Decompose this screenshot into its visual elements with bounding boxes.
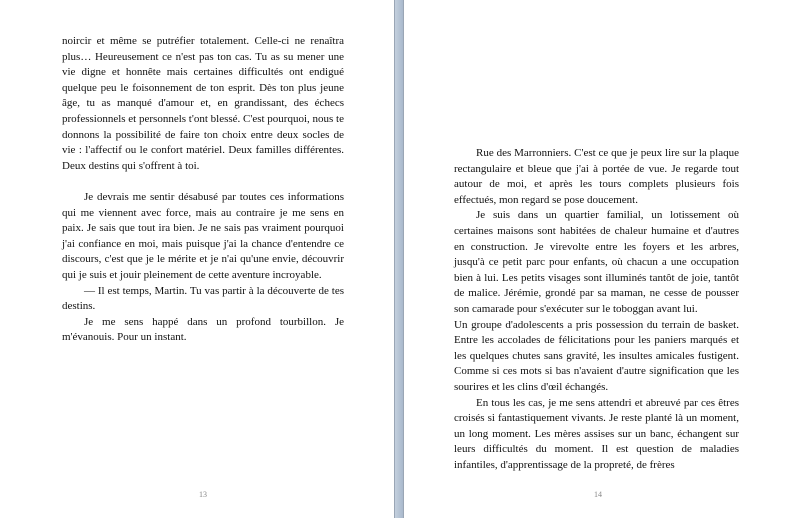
left-page-text (62, 34, 344, 346)
paragraph: noircir et même se putréfier totalement. Celle-ci ne renaîtra plus… Heureusement ce n'est pas ton cas. Tu as su mener une vie digne et honnête mais certaines difficultés ont endigué quelque peu le foisonnement de ton esprit. Dès ton plus jeune âge, tu as manqué d'amour et, en grandissant, des échecs professionnels et personnels t'ont blessé. C'est pourquoi, nous te donnons la possibilité de faire ton choix entre deux socles de vie : l'affectif ou le confort matériel. Deux familles différentes. Deux destins qui s'offrent à toi. (62, 35, 344, 172)
page-number: 14 (594, 490, 602, 499)
paragraph: Rue des Marronniers. C'est ce que je peux lire sur la plaque rectangulaire et bleue que j'ai à portée de vue. Je regarde tout autour de moi, et après les tours complets plusieurs fois effectués, mon regard se pose doucement. (454, 147, 739, 206)
right-page (403, 0, 800, 518)
dialogue-line: — Il est temps, Martin. Tu vas partir à la découverte de tes destins. (62, 284, 344, 313)
paragraph: Je me sens happé dans un profond tourbillon. Je m'évanouis. Pour un instant. (62, 315, 344, 344)
paragraph: Je suis dans un quartier familial, un lotissement où certaines maisons sont habitées de chaleur humaine et d'autres en construction. Je virevolte entre les foyers et les arbres, jusqu'à ce petit parc pour enfants, où chacun a une occupation bien à lui. Les petits visages sont illuminés tantôt de joie, tantôt de malice. Jérémie, grondé par sa maman, ne cesse de pousser son camarade pour s'exécuter sur le toboggan avant lui. (454, 209, 739, 315)
paragraph: En tous les cas, je me sens attendri et abreuvé par ces êtres croisés si fantastiquement vivants. Je reste planté là un moment, un long moment. Les mères assises sur un banc, échangent sur leurs difficultés du moment. Il est question de maladies infantiles, d'apprentissage de la propreté, de frères (454, 396, 739, 471)
page-gutter (395, 0, 403, 518)
paragraph: Je devrais me sentir désabusé par toutes ces informations qui me viennent avec force, mais au contraire je me sens en paix. Je sais que tout ira bien. Je ne sais pas vraiment pourquoi j'ai confiance en moi, mais puisque j'ai la chance d'entendre ce discours, c'est que je le mérite et je n'ai qu'une envie, découvrir qui je suis et jouir pleinement de cette aventure incroyable. (62, 190, 344, 281)
right-page-text (454, 146, 739, 473)
page-number: 13 (199, 490, 207, 499)
paragraph: Un groupe d'adolescents a pris possession du terrain de basket. Entre les accolades de félicitations pour les paniers marqués et les quelques chutes sans gravité, les insultes amicales fustigent. Comme si ces mots si bas n'avaient d'autre signification que les sourires et les clins d'œil échangés. (454, 318, 739, 393)
left-page (0, 0, 395, 518)
